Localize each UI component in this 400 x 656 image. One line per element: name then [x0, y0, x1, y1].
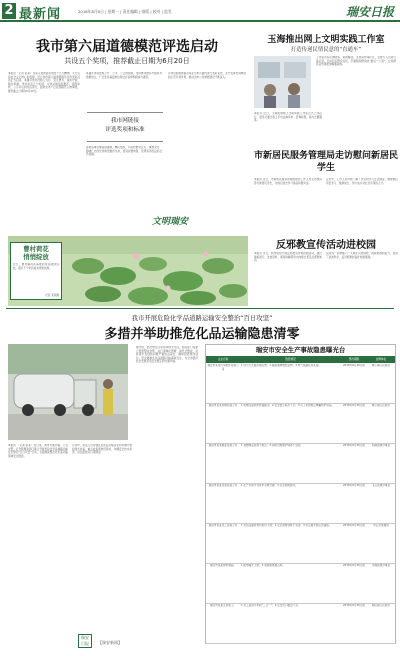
seal-text: 瑞安 日报	[81, 635, 89, 646]
subheadline-online-studio: 打造传递民情民意的“直通车”	[290, 47, 362, 53]
table-cell-deadline: 2018年6月30日前	[343, 524, 365, 527]
related-link-text: 我市网链接 评选奖项和标准	[105, 118, 145, 133]
article-column: 工作室设有民情收集、政策解读、文明宣传等栏目，安排专人负责日常运营，及时回应群众关切，打通服务群众的“最后一公里”，让民情民意传递更加畅通高效。	[316, 56, 396, 67]
table-cell-issues: 1.部分灭火器过期失效；2.疏散通道堆放杂物；3.电气线路私拉乱接。	[241, 364, 322, 367]
article-column: 本报讯（记者 某某）为深入贯彻落实党的十九大精神，大力弘扬社会主义核心价值观，近日我市第六届道德模范评选表彰活动正式启动。本届评选共设助人为乐、见义勇为、诚实守信、敬业奉献、孝老爱亲五个奖项。评选采取层层推荐、逐级审核、公示评议的办法进行，面向全市广泛征集模范人物事迹，推荐截止日期为6月20日。	[8, 72, 80, 93]
table-cell-issues: 1.易燃物品存放不规范；2.消防设施维护保养不到位。	[241, 444, 304, 447]
table-row	[206, 524, 395, 564]
page-header	[0, 0, 400, 22]
article-column: 走访中，工作人员详细了解了学生的学习生活情况，勉励他们刻苦学习、健康成长，努力成为对社会有用的人才。	[326, 178, 398, 185]
table-cell-company: 瑞安市某某包装有限公司	[208, 484, 238, 487]
newspaper-seal	[78, 634, 92, 648]
lotus-title: 曹村荷花 悄悄绽放	[23, 245, 49, 261]
headline-anti-cult: 反邪教宣传活动进校园	[276, 240, 376, 251]
table-row	[206, 484, 395, 524]
photo-online-studio	[254, 56, 311, 108]
lotus-caption-box	[10, 242, 62, 300]
table-cell-deadline: 2018年6月30日前	[343, 484, 365, 487]
subheadline-moral-models: 共设五个奖项，推荐截止日期为6月20日	[64, 57, 190, 65]
article-column: 评选出的道德模范将在全市范围内进行表彰宣传，充分发挥先进典型的示范引领作用，推动全市公民道德建设不断深入。	[168, 72, 246, 79]
section-title: 最新闻	[19, 7, 62, 22]
table-cell-company: 瑞安市某某鞋业有限公司	[208, 444, 238, 447]
article-column: 本报讯 （记者 某某）连日来，我市交通运输、公安交警、应急管理等部门联合开展危险化学品道路运输安全整治“百日攻坚”行动，全面排查整治危化品运输领域安全隐患。	[8, 444, 68, 458]
newspaper-logo: 瑞安日报	[345, 5, 394, 19]
article-column: 各地各单位要高度重视，精心组织，切实把群众认可、事迹突出、影响广泛的先进典型推荐出来，营造崇德向善、见贤思齐的良好社会氛围。	[86, 146, 162, 157]
kicker-hazardous-transport: 我市开展危险化学品道路运输安全整治“百日攻坚”	[131, 314, 273, 322]
article-column: 本报讯 近日，我市组织开展反邪教宣传进校园活动，通过展板展示、发放资料、现场讲解等形式向师生普及反邪教知识。	[254, 252, 322, 263]
table-cell-company: 瑞安市某某五金加工厂	[210, 604, 236, 607]
table-cell-issues: 1.生产车间与仓库未有效分隔；2.应急照明损坏。	[241, 484, 298, 487]
table-row	[206, 364, 395, 404]
table-cell-company: 瑞安市某某机械有限公司	[208, 404, 238, 407]
table-row	[206, 564, 395, 604]
table-row	[206, 444, 395, 484]
photo-inspection	[8, 344, 128, 440]
photo-illustration	[254, 56, 311, 108]
table-cell-issues: 1.机械设备防护装置缺失；2.安全警示标志不全；3.员工未按规定佩戴防护用品。	[241, 404, 335, 407]
table-cell-unit: 塘下镇人民政府	[371, 404, 391, 407]
table-cell-unit: 飞云街道办事处	[371, 484, 391, 487]
headline-moral-models: 我市第六届道德模范评选启动	[36, 39, 218, 55]
header-meta: 2018年8月6日 | 星期一 | 责任编辑 | 排版 | 校对 | 监发	[78, 9, 172, 14]
table-cell-deadline: 2018年6月30日前	[343, 404, 365, 407]
column-header: 整改期限	[348, 358, 360, 361]
article-column: 据介绍，此次整治行动将持续至年底，相关部门将建立隐患整改台账，实行清单化管理、销号式整改，对检查中发现的问题严格依法查处，确保隐患整改到位，坚决遏制危化品道路运输事故发生，为全市经济社会发展营造安全稳定的交通环境。	[136, 346, 198, 364]
headline-hazardous-transport: 多措并举助推危化品运输隐患清零	[104, 327, 300, 342]
section-divider	[6, 308, 394, 309]
table-cell-issues: 1.危化品储存场所标识不清；2.安全管理台账不完善；3.未定期开展应急演练。	[241, 524, 332, 527]
table-cell-deadline: 2018年6月30日前	[343, 564, 365, 567]
table-cell-unit: 仙降街道办事处	[371, 444, 391, 447]
inspection-photo-illustration	[8, 344, 128, 440]
table-cell-deadline: 2018年6月30日前	[343, 604, 365, 607]
table-cell-company: 瑞安市某某塑料制品厂	[210, 564, 236, 567]
article-column: 行动中，执法人员对辖区危化品运输企业和车辆开展拉网式检查，重点检查驾驶员资质、车辆安全技术状况、动态监控运行等情况。	[72, 444, 132, 455]
headline-online-studio: 玉海推出网上文明实践工作室	[267, 35, 385, 45]
table-cell-deadline: 2018年6月30日前	[343, 444, 365, 447]
table-cell-deadline: 2018年6月30日前	[343, 364, 365, 367]
lotus-credit: 记者 某某摄	[45, 294, 59, 297]
table-cell-unit: 莘塍街道办事处	[371, 564, 391, 567]
table-cell-company: 瑞安市某某汽车配件有限公司	[207, 364, 239, 371]
table-cell-company: 瑞安市某某化工有限公司	[208, 524, 238, 527]
table-row	[206, 604, 395, 644]
table-header-row	[206, 356, 395, 363]
table-cell-unit: 陶山镇人民政府	[371, 604, 391, 607]
column-header: 企业名称	[217, 358, 229, 361]
headline-new-residents: 市新居民服务管理局走访慰问新居民学生	[254, 151, 399, 173]
table-cell-issues: 1.配电箱未上锁；2.消防通道被占用。	[241, 564, 285, 567]
table-row	[206, 404, 395, 444]
civilization-banner: 文明瑞安	[152, 217, 189, 227]
table-cell-unit: 塘下镇人民政府	[371, 364, 391, 367]
related-link-box[interactable]	[87, 112, 163, 142]
column-header: 隐患情况	[285, 358, 296, 361]
page-number: 2	[2, 3, 16, 19]
column-header: 挂牌单位	[375, 358, 387, 361]
article-column: 本届评选将按照公开、公平、公正的原则，坚持群众推荐与组织考察相结合，广泛发动基层单位和社会各界积极参与推荐。	[86, 72, 162, 79]
article-column: 本报讯 近日，市新居民服务管理局组织工作人员走访慰问部分新居民学生，为他们送去学习用品和慰问金。	[254, 178, 322, 185]
page-tag: 【瑞安新闻】	[98, 640, 122, 645]
article-column: 本报讯 近日，玉海街道网上文明实践工作室正式上线运行，居民可通过线上平台反映诉求、咨询政策、参与志愿服务。	[254, 112, 322, 123]
article-column: 活动进一步增强了广大师生识别邪教、抵制邪教的能力，营造了崇尚科学、反对邪教的良好校园氛围。	[326, 252, 398, 259]
table-title: 瑞安市安全生产事故隐患曝光台	[255, 346, 346, 354]
table-cell-unit: 市应急管理局	[373, 524, 389, 527]
lotus-caption: 近日，曹村镇荷花基地的荷花陆续绽放，吸引不少市民前来观赏拍照。	[13, 263, 59, 270]
safety-hazard-table	[205, 344, 396, 644]
table-cell-issues: 1.员工宿舍与车间“三合一”；2.安全出口数量不足。	[241, 604, 301, 607]
